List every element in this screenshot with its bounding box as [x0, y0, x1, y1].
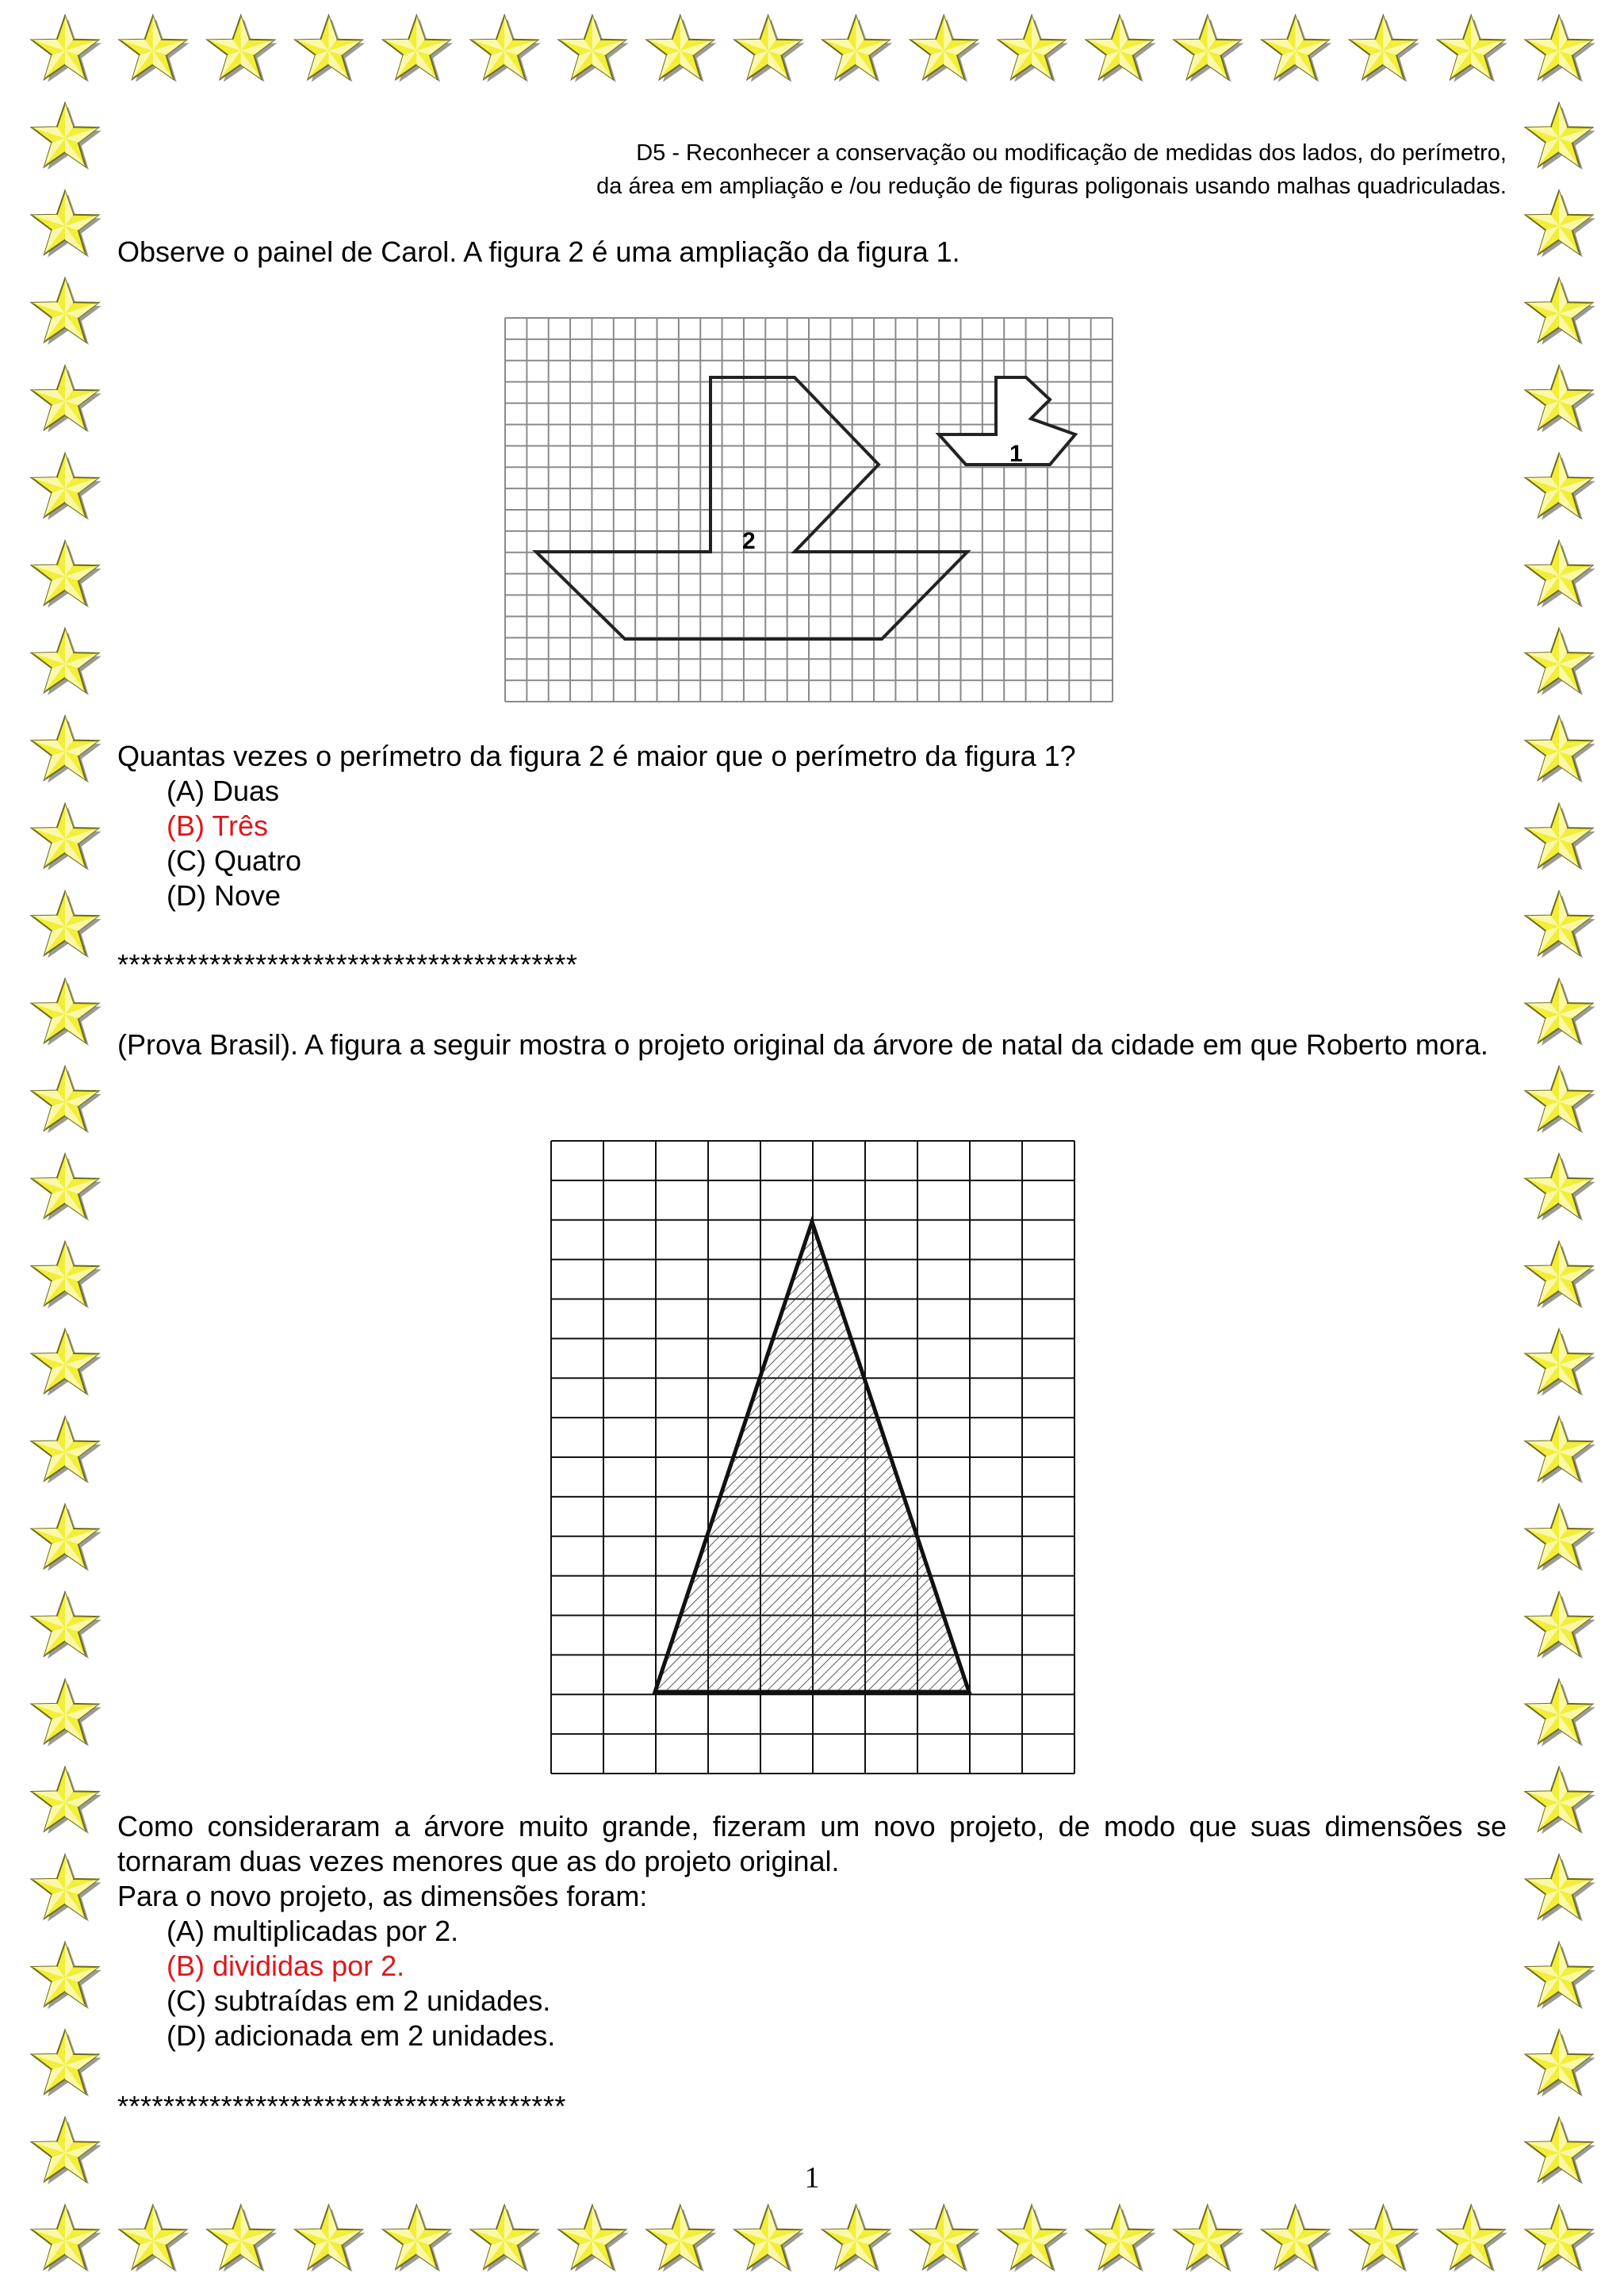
q1-intro: Observe o painel de Carol. A figura 2 é uma ampliação da figura 1.	[117, 235, 960, 268]
tree-grid-figure	[550, 1140, 1075, 1774]
separator-2: ***************************************	[117, 2090, 566, 2122]
q1-option-c: (C) Quatro	[167, 844, 302, 877]
boat-grid-figure	[504, 317, 1113, 702]
q2-prompt: Para o novo projeto, as dimensões foram:	[117, 1880, 648, 1912]
q2-option-c: (C) subtraídas em 2 unidades.	[167, 1984, 551, 2017]
figure-label-2: 2	[742, 528, 756, 554]
boat-figure-2	[536, 377, 967, 639]
boat-figure-1	[939, 377, 1075, 465]
skill-descriptor	[317, 132, 1507, 208]
q1-option-d: (D) Nove	[167, 879, 282, 912]
boat-grid-lines	[505, 318, 1113, 702]
q2-option-b: (B) divididas por 2.	[167, 1950, 405, 1982]
separator-1: ****************************************	[117, 948, 578, 981]
skill-descriptor-line1: D5 - Reconhecer a conservação ou modificação de medidas dos lados, do perímetro,	[636, 140, 1507, 166]
q2-option-a: (A) multiplicadas por 2.	[167, 1915, 459, 1947]
page-number: 1	[804, 2161, 820, 2195]
q2-text: Como consideraram a árvore muito grande, fizeram um novo projeto, de modo que suas dimensões se tornaram duas vezes menores que as do projeto original.	[117, 1810, 1507, 1877]
q1-question: Quantas vezes o perímetro da figura 2 é maior que o perímetro da figura 1?	[117, 740, 1076, 772]
q2-option-d: (D) adicionada em 2 unidades.	[167, 2019, 556, 2052]
q2-intro: (Prova Brasil). A figura a seguir mostra o projeto original da árvore de natal da cidade em que Roberto mora.	[117, 1028, 1488, 1061]
q1-option-a: (A) Duas	[167, 775, 280, 807]
q1-option-b: (B) Três	[167, 809, 269, 842]
figure-label-1: 1	[1009, 441, 1023, 467]
skill-descriptor-line2: da área em ampliação e /ou redução de figuras poligonais usando malhas quadriculadas.	[596, 174, 1507, 199]
